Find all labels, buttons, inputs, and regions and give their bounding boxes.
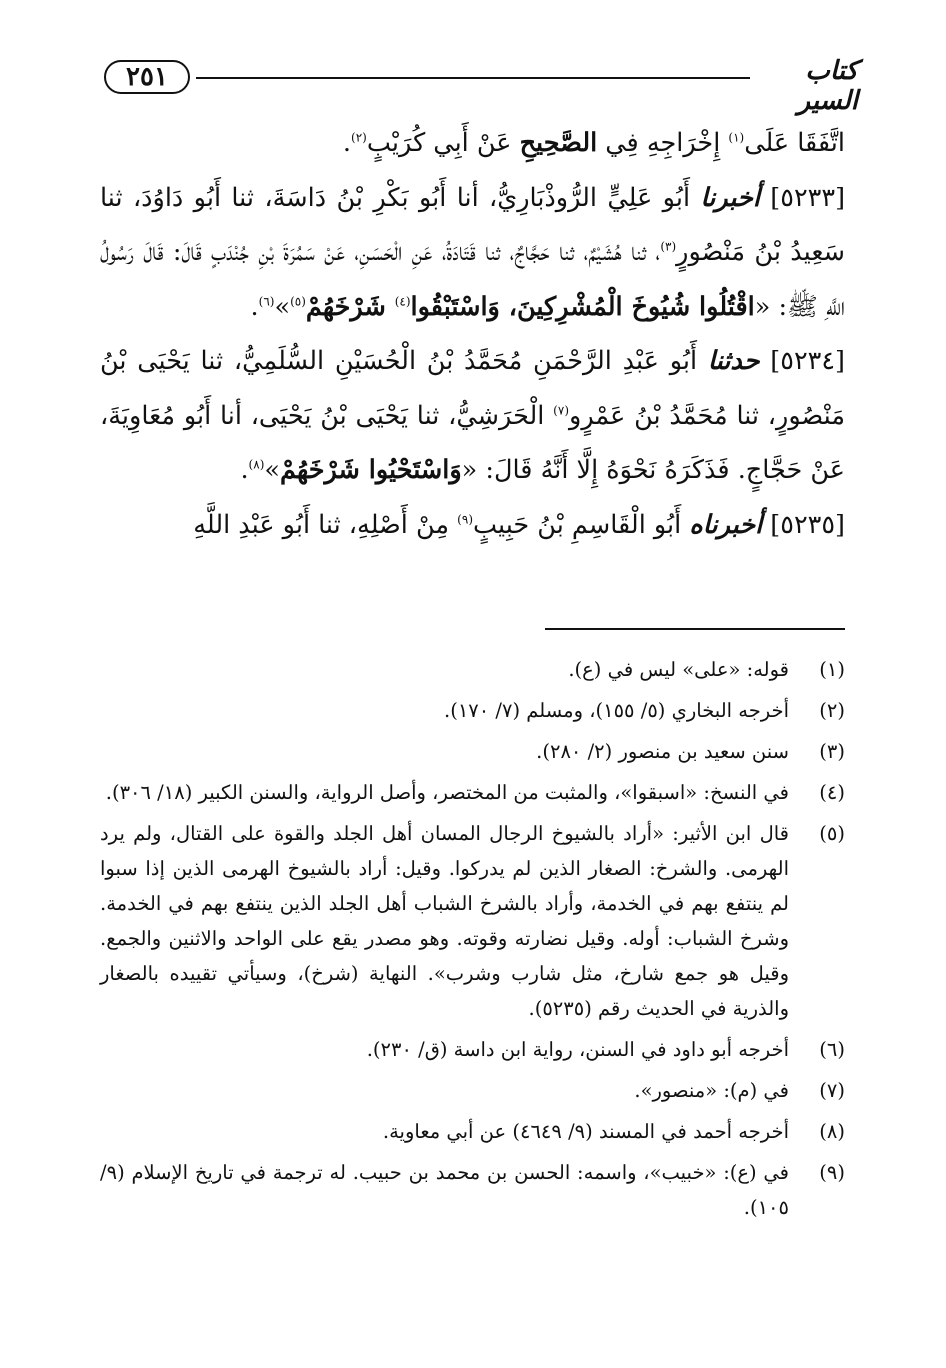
- footnote-text: أخرجه أحمد في المسند (٩/ ٤٦٤٩) عن أبي معاوية.: [382, 1120, 789, 1143]
- text-run: الْحَرَشِيُّ، ثنا يَحْيَى بْنُ يَحْيَى، أنا أَبُو مُعَاوِيَةَ، عَنْ حَجَّاجٍ. فَذَكَرَهُ نَحْوَهُ إِلَّا أَنَّهُ قَالَ: «: [100, 400, 845, 485]
- footnote-ref: (٦): [258, 294, 275, 308]
- footnote: [100, 1032, 845, 1067]
- footnote-separator: [545, 628, 845, 630]
- footnote-number: (٢): [819, 699, 845, 722]
- text-run: »: [274, 291, 291, 322]
- hadith-text: شَرْخَهُمْ: [305, 291, 395, 322]
- footnote-text: في (ع): «خبيب»، واسمه: الحسن بن محمد بن حبيب. له ترجمة في تاريخ الإسلام (٩/ ١٠٥).: [100, 1161, 789, 1219]
- narration-lead: أخبرناه: [689, 509, 763, 540]
- footnote-number: (٣): [819, 740, 845, 763]
- footnote-ref: (٣): [660, 239, 677, 254]
- footnote-text: سنن سعيد بن منصور (٢/ ٢٨٠).: [536, 740, 789, 763]
- footnote: [100, 734, 845, 769]
- page-header: [100, 52, 858, 116]
- footnote-number: (٩): [819, 1161, 845, 1184]
- header-rule: [196, 77, 750, 79]
- text-run: .: [250, 291, 259, 322]
- book-title: كتاب السير: [797, 56, 858, 116]
- narration-lead: حدثنا: [707, 346, 760, 376]
- page-number: ٢٥١: [104, 60, 190, 94]
- footnotes: [100, 652, 845, 1231]
- narration-lead: أخبرنا: [700, 182, 760, 213]
- footnote-text: أخرجه البخاري (٥/ ١٥٥)، ومسلم (٧/ ١٧٠).: [444, 699, 789, 722]
- footnote: [100, 775, 845, 810]
- footnote-ref: (٢): [351, 130, 367, 145]
- text-run: إِخْرَاجِهِ فِي: [597, 128, 729, 158]
- footnote-text: قال ابن الأثير: «أراد بالشيوخ الرجال المسان أهل الجلد والقوة على القتال، ولم يرد الهرمى. والشرخ: الصغار الذين لم يدركوا. وقيل: أراد بالشيوخ الهرمى الذين إذا سبوا لم ينتفع بهم في الخدمة، وأراد بالشرخ الشباب أهل الجلد الذين ينتفع بهم في الخدمة. وشرخ الشباب: أوله. وقيل نضارته وقوته. وهو مصدر يقع على الواحد والاثنين والجمع. وقيل هو جمع شارخ، مثل شارب وشرب». النهاية (شرخ)، وسيأتي تقييده بالصغار والذرية في الحديث رقم (٥٢٣٥).: [100, 822, 789, 1020]
- text-run: أَبُو عَلِيٍّ الرُّوذْبَارِيُّ، أنا أَبُو بَكْرِ بْنُ دَاسَةَ، ثنا أَبُو دَاوُدَ، ثنا سَعِيدُ بْنُ مَنْصُورٍ: [100, 182, 845, 267]
- footnote-number: (٧): [819, 1079, 845, 1102]
- footnote-ref: (٧): [553, 403, 569, 417]
- footnote-text: قوله: «على» ليس في (ع).: [568, 658, 789, 681]
- text-run: ، ثنا هُشَيْمٌ، ثنا حَجَّاجٌ، ثنا قَتَادَةُ، عَنِ الْحَسَنِ، عَنْ سَمُرَةَ بْنِ جُنْدَبٍ قَالَ: قَالَ رَسُولُ اللَّهِ ﷺ: «: [100, 237, 845, 322]
- hadith-text: وَاسْتَحْيُوا شَرْخَهُمْ: [279, 455, 462, 485]
- text-run: عَنْ أَبِي كُرَيْبٍ: [366, 128, 520, 158]
- footnote-number: (٦): [819, 1038, 845, 1061]
- footnote: [100, 1155, 845, 1225]
- hadith-number: [٥٢٣٤]: [759, 346, 845, 376]
- footnote-ref: (٩): [457, 512, 473, 526]
- footnote-ref: (٥): [290, 294, 306, 308]
- text-run: مِنْ أَصْلِهِ، ثنا أَبُو عَبْدِ اللَّهِ: [193, 509, 458, 540]
- text-run: .: [240, 455, 249, 485]
- hadith-number: [٥٢٣٣]: [759, 182, 846, 213]
- footnote-ref: (٨): [248, 457, 265, 472]
- footnote: [100, 1114, 845, 1149]
- footnote-text: أخرجه أبو داود في السنن، رواية ابن داسة (ق/ ٢٣٠).: [366, 1038, 789, 1061]
- text-run: أَبُو عَبْدِ الرَّحْمَنِ مُحَمَّدُ بْنُ الْحُسَيْنِ السُّلَمِيُّ، ثنا يَحْيَى بْنُ مَنْصُورٍ، ثنا مُحَمَّدُ بْنُ عَمْرٍو: [100, 346, 845, 431]
- text-run: اتَّفَقَا عَلَى: [744, 128, 845, 158]
- footnote: [100, 693, 845, 728]
- footnote-text: في (م): «منصور».: [634, 1079, 789, 1102]
- main-text: [100, 116, 845, 552]
- paragraph-5233: [100, 171, 845, 335]
- paragraph-1: [100, 116, 845, 171]
- footnote: [100, 816, 845, 1026]
- bold-term: الصَّحِيحِ: [519, 128, 598, 158]
- text-run: أَبُو الْقَاسِمِ بْنُ حَبِيبٍ: [473, 509, 690, 540]
- footnote-number: (٥): [819, 822, 845, 845]
- paragraph-5234: [100, 334, 845, 498]
- footnote-number: (١): [819, 658, 845, 681]
- footnote: [100, 1073, 845, 1108]
- footnote-number: (٤): [819, 781, 845, 804]
- hadith-number: [٥٢٣٥]: [762, 509, 845, 540]
- footnote-ref: (١): [728, 130, 745, 145]
- paragraph-5235: [100, 498, 845, 553]
- text-run: .: [342, 128, 352, 158]
- footnote-text: في النسخ: «اسبقوا»، والمثبت من المختصر، وأصل الرواية، والسنن الكبير (١٨/ ٣٠٦).: [105, 781, 789, 804]
- footnote-ref: (٤): [394, 294, 411, 308]
- hadith-text: اقْتُلُوا شُيُوخَ الْمُشْرِكِينَ، وَاسْتَبْقُوا: [410, 291, 755, 322]
- footnote: [100, 652, 845, 687]
- text-run: »: [264, 455, 280, 485]
- footnote-number: (٨): [819, 1120, 845, 1143]
